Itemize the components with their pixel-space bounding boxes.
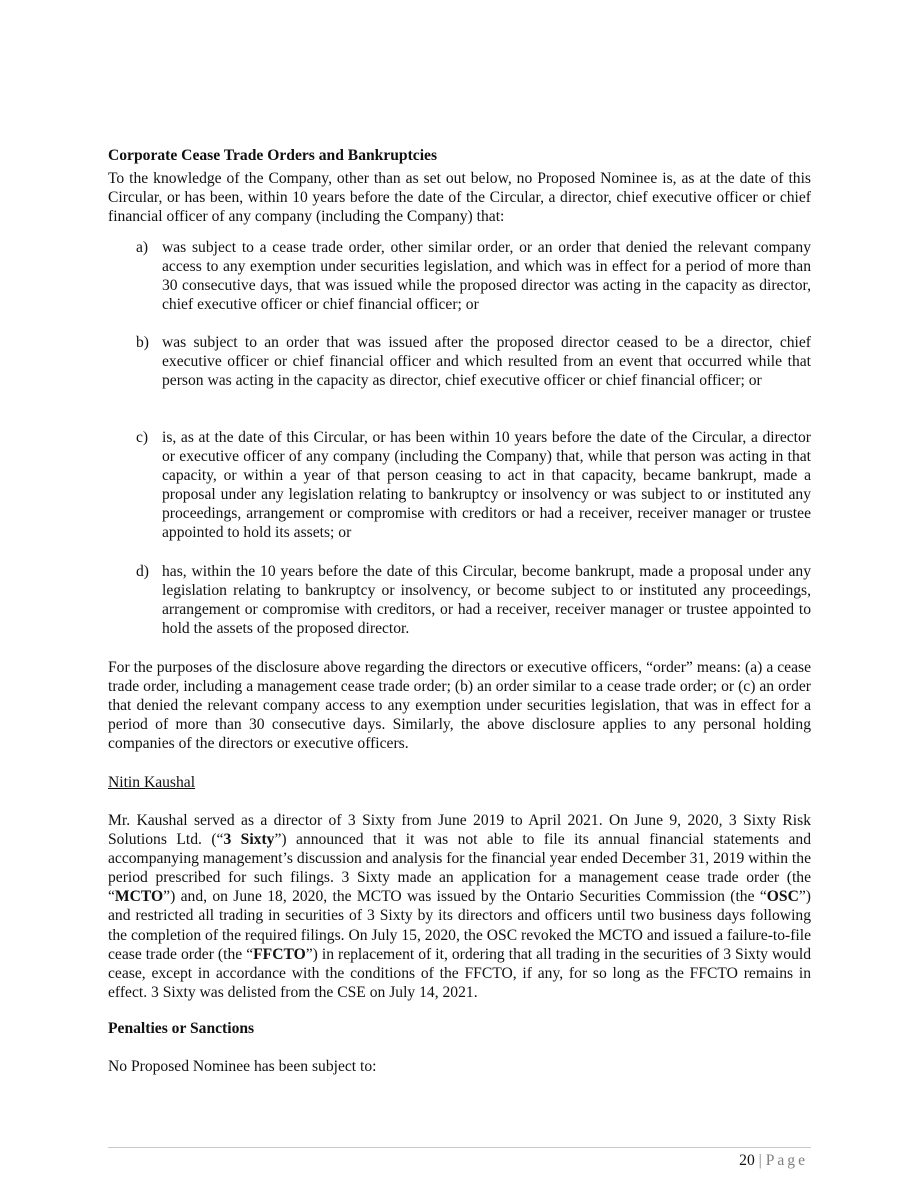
list-item bbox=[136, 562, 811, 638]
list-item-text: was subject to an order that was issued after the proposed director ceased to be a director, chief executive officer or chief financial officer and which resulted from an event that occurred while that person was acting in the capacity as director, chief executive officer or chief financial officer; or bbox=[162, 334, 811, 390]
list-item-text: is, as at the date of this Circular, or has been within 10 years before the date of the Circular, a director or executive officer of any company (including the Company) that, while that person was acting in that capacity, or within a year of that person ceasing to act in that capacity, became bankrupt, made a proposal under any legislation relating to bankruptcy or insolvency or was subject to or instituted any proceedings, arrangement or compromise with creditors or had a receiver, receiver manager or trustee appointed to hold its assets; or bbox=[162, 429, 811, 542]
footer-separator: | bbox=[758, 1152, 762, 1169]
list-item-label: a) bbox=[136, 239, 149, 256]
penalties-intro: No Proposed Nominee has been subject to: bbox=[108, 1058, 377, 1075]
list-item-text: has, within the 10 years before the date of this Circular, become bankrupt, made a proposal under any legislation relating to bankruptcy or insolvency, or become subject to or instituted any proceedings, arrangement or compromise with creditors, or had a receiver, receiver manager or trustee appointed to hold the assets of the proposed director. bbox=[162, 563, 811, 638]
text-segment: ”) and, on June 18, 2020, the MCTO was issued by the Ontario Securities Commission (the “ bbox=[163, 888, 767, 906]
subheading-nitin-kaushal: Nitin Kaushal bbox=[108, 774, 196, 791]
section-heading-penalties: Penalties or Sanctions bbox=[108, 1020, 255, 1037]
list-item bbox=[136, 238, 811, 314]
defined-term: 3 Sixty bbox=[223, 831, 275, 849]
text-segment: Mr. Kaushal served as a director of 3 Sixty from June 2019 to April 2021. On June 9, 2020, 3 Sixty Risk Solutions Ltd. (“ bbox=[108, 812, 811, 849]
intro-paragraph: To the knowledge of the Company, other than as set out below, no Proposed Nominee is, as at the date of this Circular, or has been, within 10 years before the date of the Circular, a director, chief executive officer or chief financial officer of any company (including the Company) that: bbox=[108, 170, 811, 226]
list-item-label: b) bbox=[136, 334, 149, 351]
page-footer bbox=[739, 1151, 808, 1170]
page-label: Page bbox=[765, 1152, 808, 1169]
list-item-text: was subject to a cease trade order, other similar order, or an order that denied the relevant company access to any exemption under securities legislation, and which was in effect for a period of more than 30 consecutive days, that was issued while the proposed director was acting in the capacity as director, chief executive officer or chief financial officer; or bbox=[162, 239, 811, 314]
list-item-label: c) bbox=[136, 429, 149, 446]
text-segment: ”) in replacement of it, ordering that all trading in the securities of 3 Sixty would cease, except in accordance with the conditions of the FFCTO, if any, for so long as the FFCTO remains in effect. 3 Sixty was delisted from the CSE on July 14, 2021. bbox=[108, 945, 811, 1001]
defined-term: OSC bbox=[766, 888, 799, 906]
defined-term: FFCTO bbox=[253, 945, 306, 963]
page-number: 20 bbox=[739, 1152, 755, 1169]
kaushal-paragraph bbox=[108, 811, 811, 1002]
order-definition-paragraph: For the purposes of the disclosure above regarding the directors or executive officers, “order” means: (a) a cease trade order, including a management cease trade order; (b) an order similar to a cease trade order; or (c) an order that denied the relevant company access to any exemption under securities legislation, that was in effect for a period of more than 30 consecutive days. Similarly, the above disclosure applies to any personal holding companies of the directors or executive officers. bbox=[108, 659, 811, 753]
text-segment: ”) announced that it was not able to file its annual financial statements and accompanying management’s discussion and analysis for the financial year ended December 31, 2019 within the period prescribed for such filings. 3 Sixty made an application for a management cease trade order (the “ bbox=[108, 831, 811, 906]
section-heading: Corporate Cease Trade Orders and Bankruptcies bbox=[108, 147, 438, 164]
list-item bbox=[136, 428, 811, 543]
text-segment: ”) and restricted all trading in securities of 3 Sixty by its directors and officers until two business days following the completion of the required filings. On July 15, 2020, the OSC revoked the MCTO and issued a failure-to-file cease trade order (the “ bbox=[108, 888, 811, 963]
footer-divider bbox=[108, 1147, 811, 1148]
defined-term: MCTO bbox=[114, 888, 164, 906]
list-item bbox=[136, 333, 811, 390]
list-item-label: d) bbox=[136, 563, 149, 580]
